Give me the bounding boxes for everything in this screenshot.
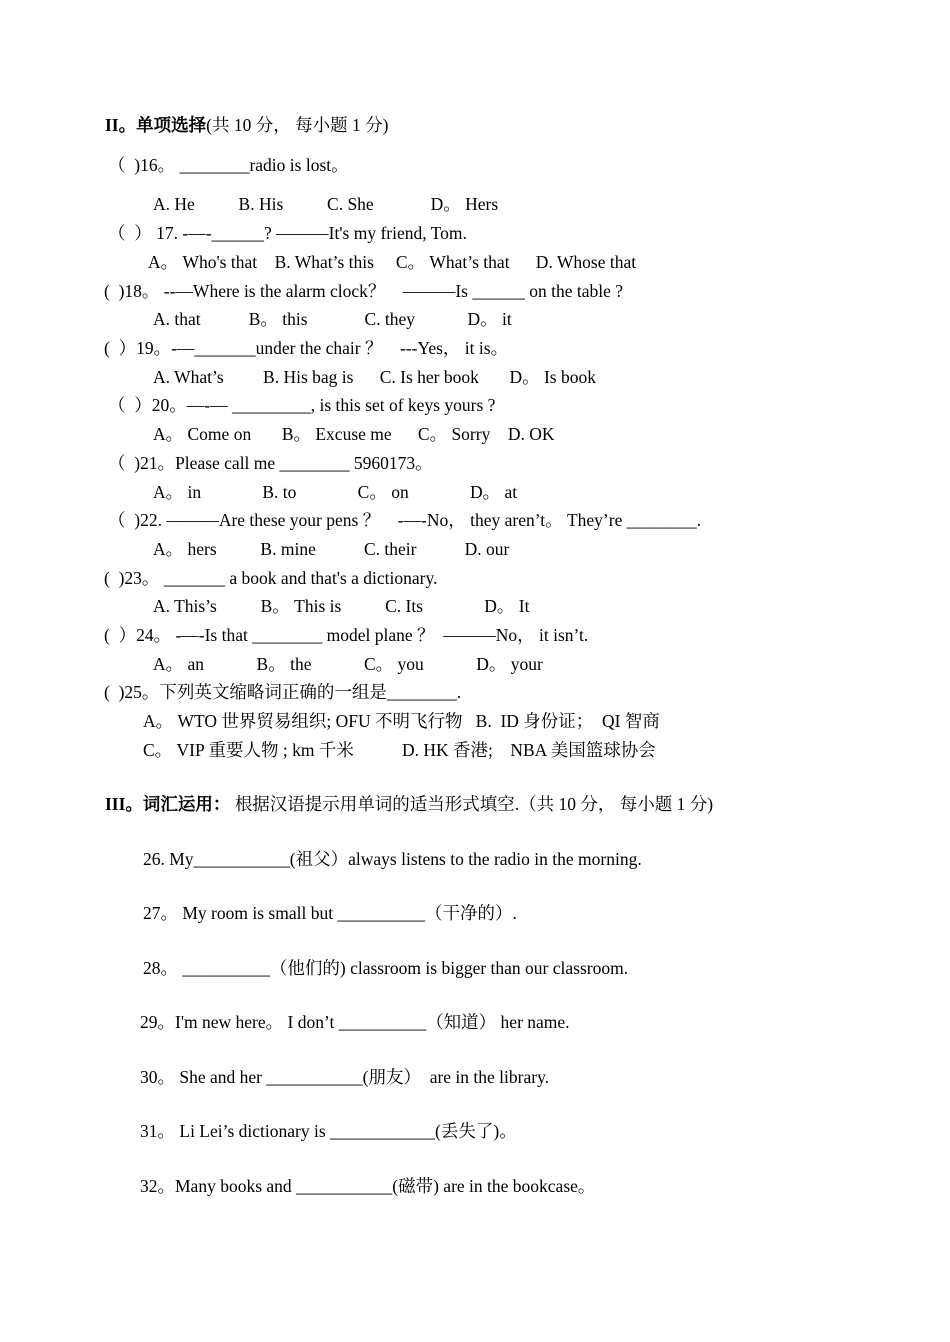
question-17-stem: （ ） 17. -—-______? ———It's my friend, Tom. xyxy=(108,223,467,243)
question-23-options: A. This’s B。 This is C. Its D。 It xyxy=(153,596,530,616)
question-25-options-cd: C。 VIP 重要人物 ; km 千米 D. HK 香港; NBA 美国篮球协会 xyxy=(143,740,656,760)
vocab-item-26: 26. My___________(祖父）always listens to the radio in the morning. xyxy=(143,849,642,869)
question-20-stem: （ ）20。—-— _________, is this set of keys yours ? xyxy=(108,395,496,415)
section-2-title: II。单项选择 xyxy=(105,115,207,135)
question-23-stem: ( )23。 _______ a book and that's a dictionary. xyxy=(104,568,438,588)
question-17-options: A。 Who's that B. What’s this C。 What’s that D. Whose that xyxy=(148,252,637,272)
question-18-stem: ( )18。 --—Where is the alarm clock？ ———Is ______ on the table ? xyxy=(104,281,624,301)
vocab-item-31: 31。 Li Lei’s dictionary is ____________(丢失了)。 xyxy=(140,1121,517,1141)
section-2-heading xyxy=(105,115,388,135)
section-3-title: III。词汇运用： xyxy=(105,794,231,814)
section-2-points: (共 10 分， 每小题 1 分) xyxy=(206,115,389,135)
question-20-options: A。 Come on B。 Excuse me C。 Sorry D. OK xyxy=(153,424,555,444)
question-21-stem: （ )21。Please call me ________ 5960173。 xyxy=(108,453,433,473)
question-16-options: A. He B. His C. She D。 Hers xyxy=(153,194,499,214)
vocab-item-27: 27。 My room is small but __________（干净的）. xyxy=(143,903,517,923)
question-24-stem: ( ）24。 -—-Is that ________ model plane ？ ———No， it isn’t. xyxy=(104,625,589,645)
question-21-options: A。 in B. to C。 on D。 at xyxy=(153,482,518,502)
question-24-options: A。 an B。 the C。 you D。 your xyxy=(153,654,543,674)
question-16-stem: （ )16。 ________radio is lost。 xyxy=(108,155,349,175)
vocab-item-28: 28。 __________（他们的) classroom is bigger than our classroom. xyxy=(143,958,629,978)
question-18-options: A. that B。 this C. they D。 it xyxy=(153,309,512,329)
vocab-item-32: 32。Many books and ___________(磁带) are in the bookcase。 xyxy=(140,1176,596,1196)
question-25-options-ab: A。 WTO 世界贸易组织; OFU 不明飞行物 B. ID 身份证； QI 智商 xyxy=(143,711,660,731)
question-19-stem: ( ）19。-—_______under the chair ？ ---Yes， it is。 xyxy=(104,338,509,358)
section-3-heading xyxy=(105,794,713,814)
section-3-instructions: 根据汉语提示用单词的适当形式填空.（共 10 分， 每小题 1 分) xyxy=(230,794,714,814)
question-22-options: A。 hers B. mine C. their D. our xyxy=(153,539,510,559)
vocab-item-29: 29。I'm new here。 I don’t __________（知道） her name. xyxy=(140,1012,570,1032)
question-25-stem: ( )25。下列英文缩略词正确的一组是________. xyxy=(104,682,462,702)
question-22-stem: （ )22. ———Are these your pens ？ -—-No， they aren’t。 They’re ________. xyxy=(108,510,702,530)
question-19-options: A. What’s B. His bag is C. Is her book D。 Is book xyxy=(153,367,596,387)
vocab-item-30: 30。 She and her ___________(朋友） are in the library. xyxy=(140,1067,550,1087)
